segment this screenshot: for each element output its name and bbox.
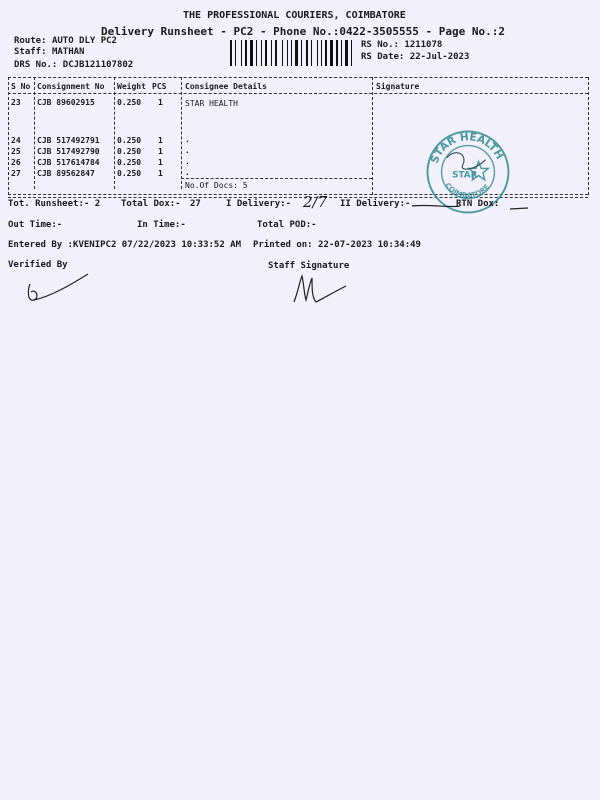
col-header-consignment: Consignment No xyxy=(37,82,105,91)
svg-text:STAR: STAR xyxy=(452,170,478,181)
col-rule-4 xyxy=(372,77,373,195)
rs-no-value: 1211078 xyxy=(404,40,443,50)
row-consignee: . xyxy=(185,146,190,155)
row-consignee: . xyxy=(185,157,190,166)
company-title: THE PROFESSIONAL COURIERS, COIMBATORE xyxy=(183,10,406,21)
drs-line xyxy=(14,60,133,70)
table-top-rule xyxy=(8,77,588,78)
row-pcs: 1 xyxy=(158,136,163,145)
row-consignee: . xyxy=(185,135,190,144)
row-consignee: . xyxy=(185,168,190,177)
row-sno: 26 xyxy=(11,158,21,167)
row-sno: 27 xyxy=(11,169,21,178)
drs-value: DCJB121107802 xyxy=(62,60,134,70)
out-time-label: Out Time:- xyxy=(8,220,63,230)
printed-on: Printed on: 22-07-2023 10:34:49 xyxy=(253,240,421,250)
row-pcs: 1 xyxy=(158,147,163,156)
ii-delivery-label: II Delivery:- xyxy=(340,199,411,209)
col-rule-5 xyxy=(588,77,589,195)
row-consignment: CJB 517492791 xyxy=(37,136,100,145)
row-sno: 23 xyxy=(11,98,21,107)
col-header-signature: Signature xyxy=(376,82,420,91)
verified-by-label: Verified By xyxy=(8,260,68,270)
row-pcs: 1 xyxy=(158,169,163,178)
rs-date-line xyxy=(361,52,469,62)
row-weight: 0.250 xyxy=(117,147,142,156)
rs-date-label: RS Date: xyxy=(361,52,405,62)
tot-runsheet: Tot. Runsheet:- 2 xyxy=(8,199,101,209)
staff-value: MATHAN xyxy=(51,47,85,57)
rs-no-line xyxy=(361,40,442,50)
row-consignment: CJB 89562847 xyxy=(37,169,95,178)
total-dox-value: 27 xyxy=(190,199,201,209)
col-rule-1 xyxy=(34,77,35,189)
row-consignment: CJB 89602915 xyxy=(37,98,95,107)
drs-label: DRS No.: xyxy=(14,60,58,70)
row-sno: 25 xyxy=(11,147,21,156)
col-rule-0 xyxy=(8,77,9,195)
row-consignee: STAR HEALTH xyxy=(185,99,238,108)
staff-label: Staff: xyxy=(14,47,47,57)
row-pcs: 1 xyxy=(158,98,163,107)
row-consignment: CJB 517492790 xyxy=(37,147,100,156)
rtn-dox-label: RTN Dox: xyxy=(456,199,500,209)
col-rule-2 xyxy=(114,77,115,189)
rs-no-label: RS No.: xyxy=(361,40,399,50)
verifier-signature-icon xyxy=(22,270,92,310)
route-label: Route: xyxy=(14,36,47,46)
staff-signature-icon xyxy=(290,272,350,308)
col-header-pcs: PCS xyxy=(152,82,167,91)
svg-text:COIMBATORE: COIMBATORE xyxy=(443,180,492,200)
in-time-label: In Time:- xyxy=(137,220,186,230)
col-header-sno: S No xyxy=(11,82,31,91)
i-delivery-label: I Delivery:- xyxy=(226,199,292,209)
entered-by: Entered By :KVENIPC2 07/22/2023 10:33:52 AM xyxy=(8,240,241,250)
route-value: AUTO DLY PC2 xyxy=(51,36,117,46)
col-header-consignee: Consignee Details xyxy=(185,82,267,91)
barcode-icon xyxy=(230,40,356,66)
no-of-docs: No.Of Docs: 5 xyxy=(185,181,248,190)
col-rule-3 xyxy=(181,77,182,189)
row-sno: 24 xyxy=(11,136,21,145)
staff-signature-label: Staff Signature xyxy=(268,261,350,271)
row-weight: 0.250 xyxy=(117,158,142,167)
svg-text:STAR HEALTH: STAR HEALTH xyxy=(428,131,506,166)
runsheet-subtitle: Delivery Runsheet - PC2 - Phone No.:0422-3505555 - Page No.:2 xyxy=(101,25,505,38)
row-weight: 0.250 xyxy=(117,169,142,178)
col-header-weight: Weight xyxy=(117,82,146,91)
row-consignment: CJB 517614784 xyxy=(37,158,100,167)
total-dox-label: Total Dox:- xyxy=(121,199,181,209)
i-delivery-handwritten: 2/7 xyxy=(303,193,328,211)
total-pod-label: Total POD:- xyxy=(257,220,317,230)
table-header-rule xyxy=(8,93,588,94)
row-weight: 0.250 xyxy=(117,98,142,107)
row-weight: 0.250 xyxy=(117,136,142,145)
staff-line xyxy=(14,47,84,57)
row-pcs: 1 xyxy=(158,158,163,167)
route-line xyxy=(14,36,117,46)
rs-date-value: 22-Jul-2023 xyxy=(409,52,470,62)
docs-rule xyxy=(181,178,372,179)
